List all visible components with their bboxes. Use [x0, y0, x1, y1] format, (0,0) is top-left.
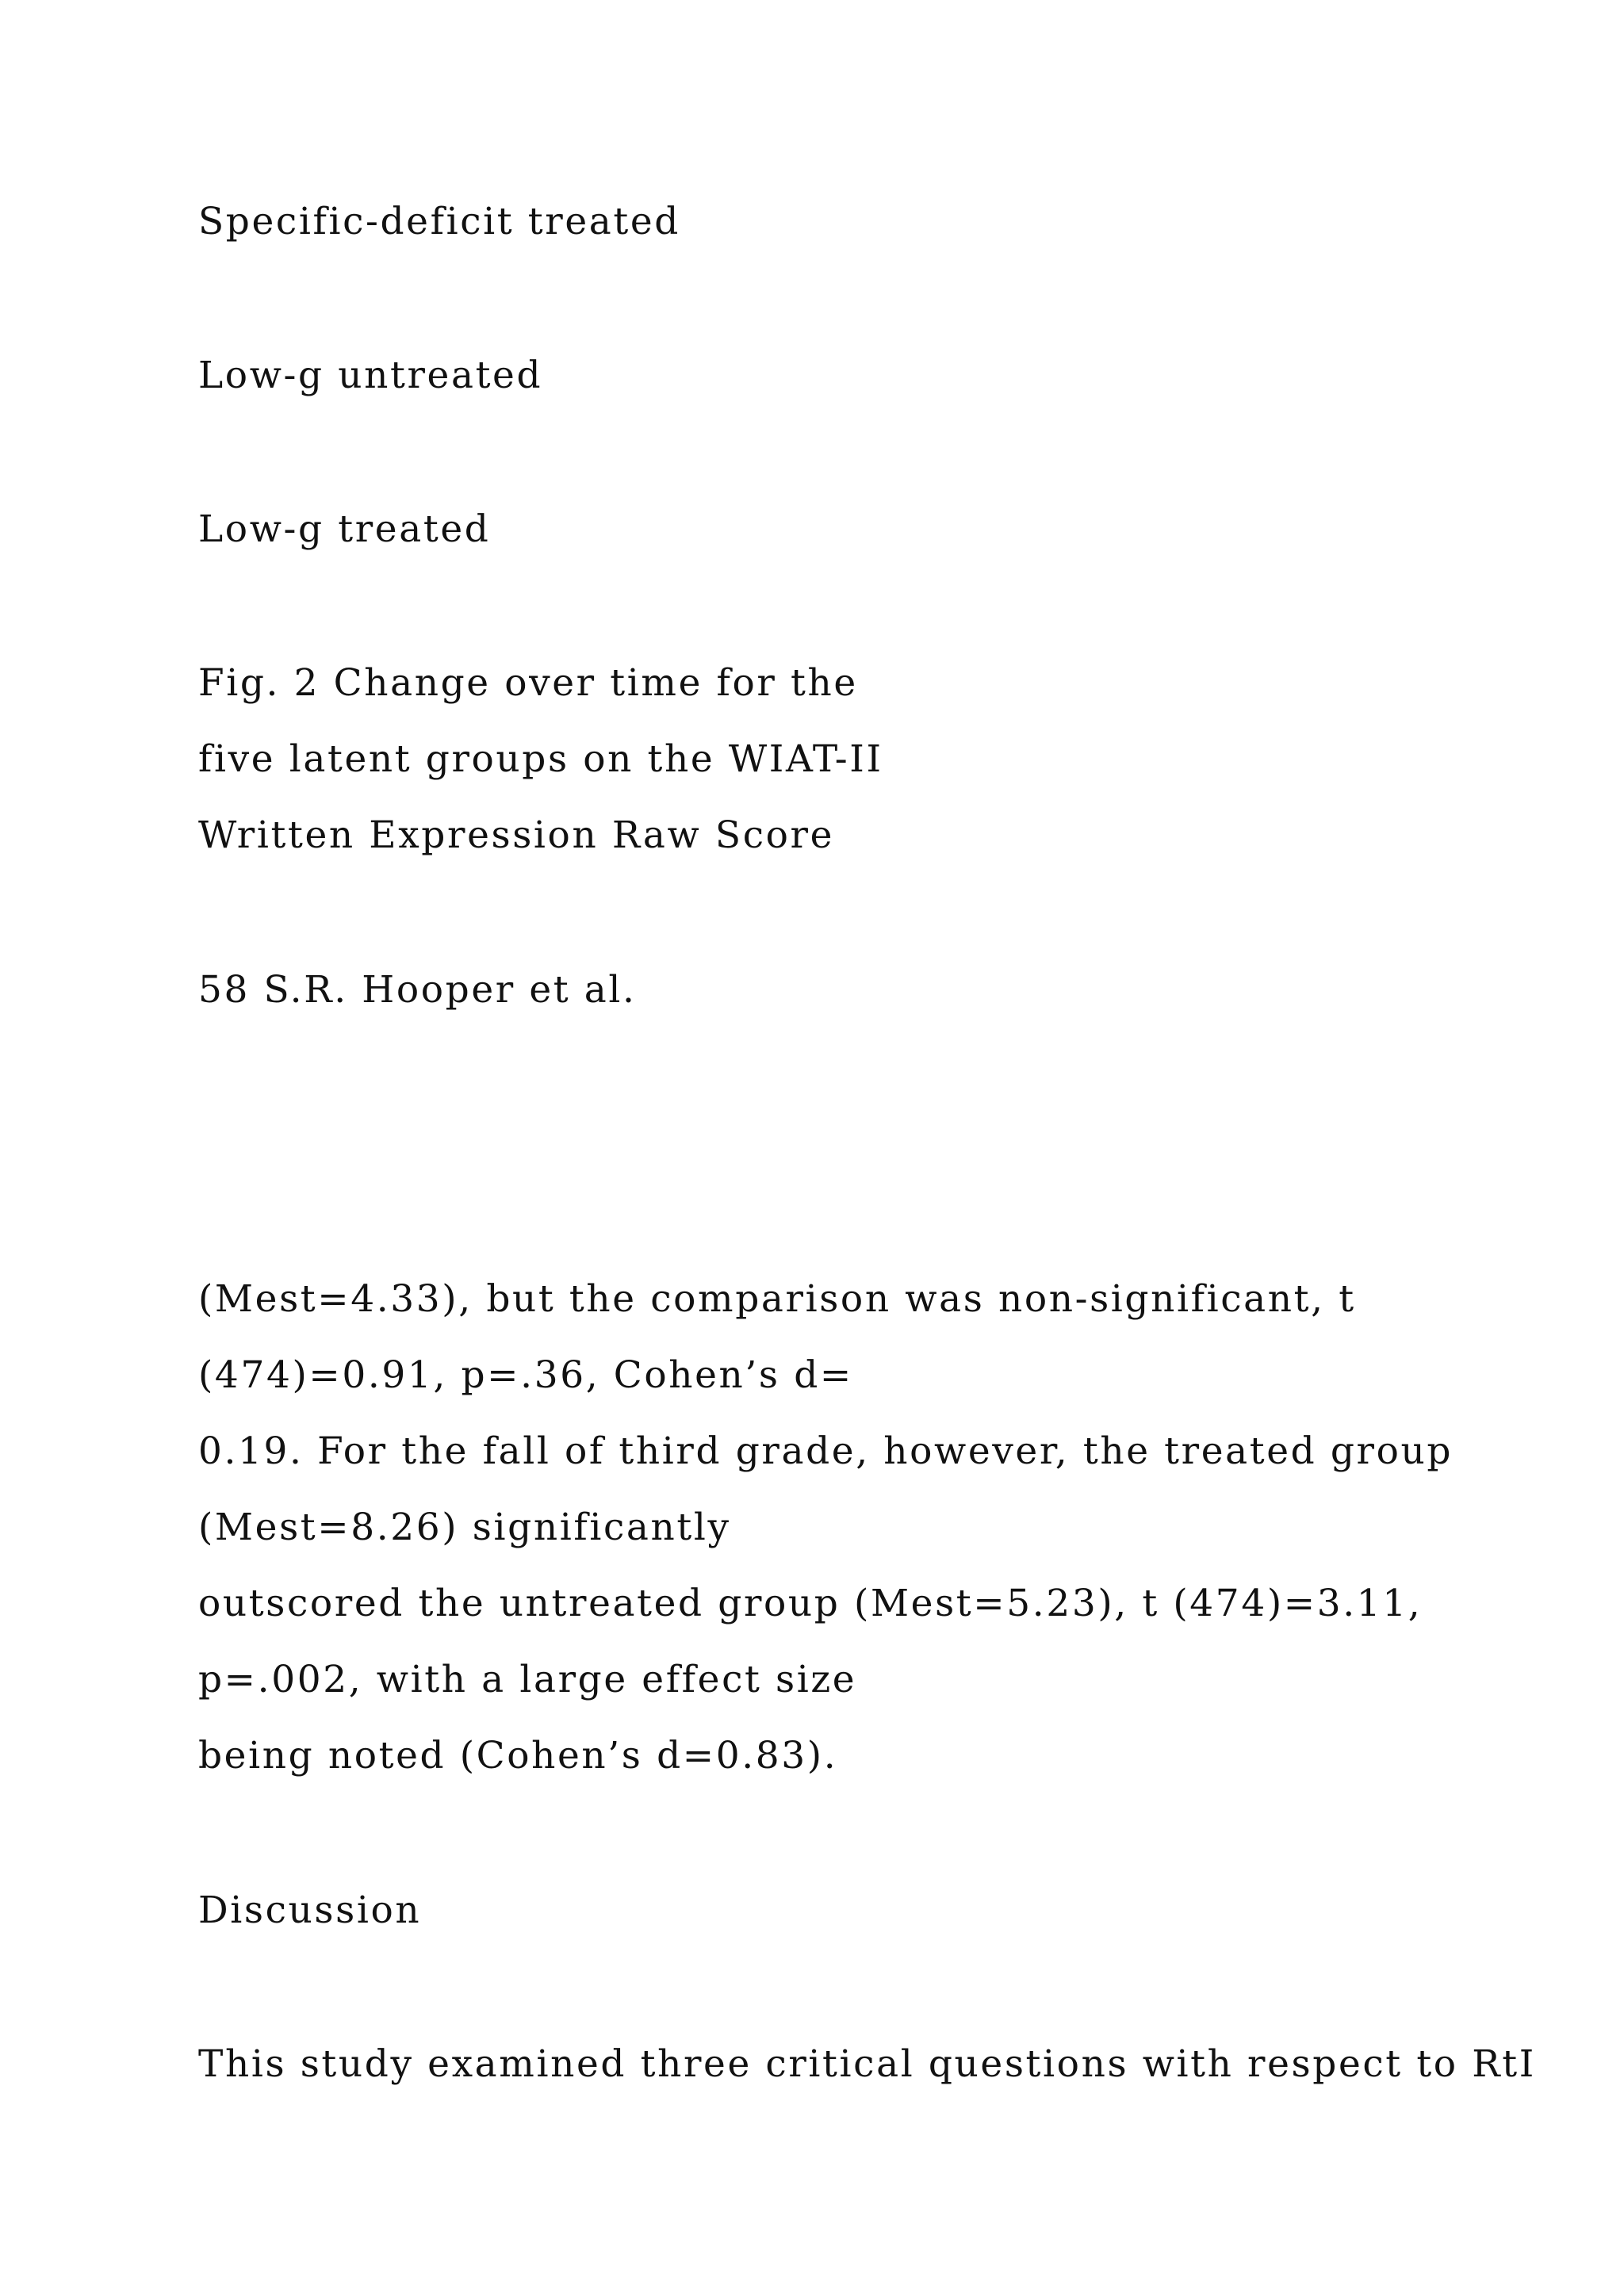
section-heading-discussion: Discussion — [198, 1888, 422, 1932]
legend-low-g-untreated: Low-g untreated — [198, 354, 543, 397]
results-line-7: being noted (Cohen’s d=0.83). — [198, 1734, 838, 1777]
results-line-3: 0.19. For the fall of third grade, however, the treated group — [198, 1429, 1454, 1473]
legend-low-g-treated: Low-g treated — [198, 507, 491, 551]
discussion-paragraph-line-1: This study examined three critical questions with respect to RtI — [198, 2042, 1536, 2086]
results-line-1: (Mest=4.33), but the comparison was non-significant, t — [198, 1277, 1356, 1321]
figure-caption-line-2: five latent groups on the WIAT-II — [198, 737, 883, 781]
running-footer: 58 S.R. Hooper et al. — [198, 968, 637, 1012]
results-line-2: (474)=0.91, p=.36, Cohen’s d= — [198, 1353, 853, 1397]
figure-caption-line-1: Fig. 2 Change over time for the — [198, 661, 858, 705]
legend-specific-deficit-treated: Specific-deficit treated — [198, 200, 680, 243]
figure-caption-line-3: Written Expression Raw Score — [198, 813, 835, 857]
results-line-6: p=.002, with a large effect size — [198, 1658, 857, 1701]
results-line-4: (Mest=8.26) significantly — [198, 1506, 731, 1549]
results-line-5: outscored the untreated group (Mest=5.23), t (474)=3.11, — [198, 1582, 1423, 1625]
